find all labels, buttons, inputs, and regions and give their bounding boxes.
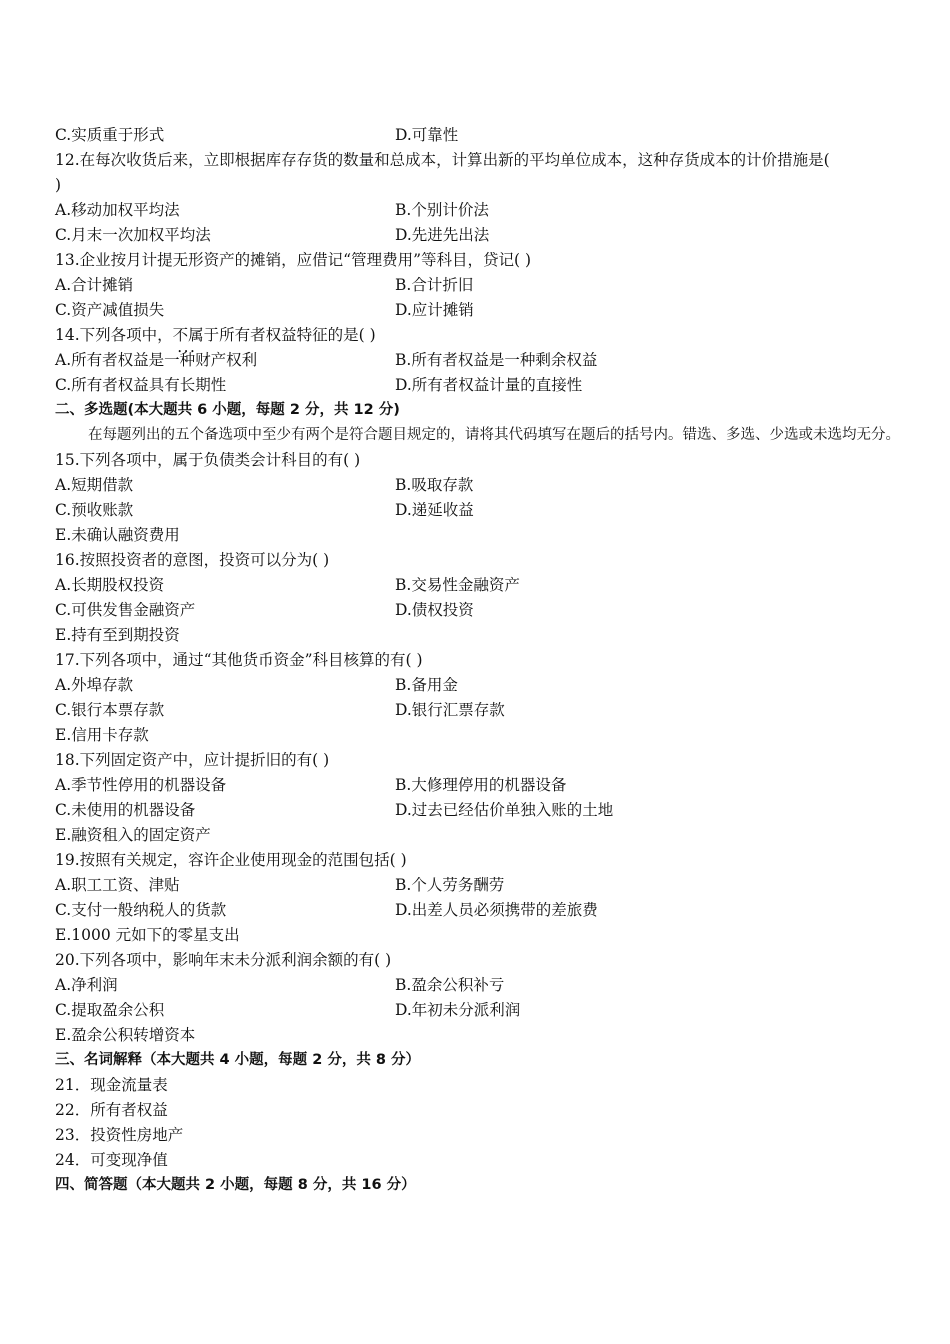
q18-options-ab: [55, 773, 900, 798]
q18-option-b: B.大修理停用的机器设备: [395, 776, 567, 794]
q13-stem: 13.企业按月计提无形资产的摊销，应借记“管理费用”等科目，贷记( ): [55, 251, 532, 269]
q19-stem: 19.按照有关规定，容许企业使用现金的范围包括( ): [55, 851, 407, 869]
q17-option-b: B.备用金: [395, 676, 458, 694]
section2-title: 二、多选题(本大题共 6 小题，每题 2 分，共 12 分): [55, 402, 400, 418]
q14-option-c: C.所有者权益具有长期性: [55, 376, 227, 394]
q17-stem: 17.下列各项中，通过“其他货币资金”科目核算的有( ): [55, 651, 423, 669]
q20-option-b: B.盈余公积补亏: [395, 976, 505, 994]
q12-stem-end: ): [55, 176, 62, 194]
q13-options-cd: [55, 298, 900, 323]
term-item: 21．现金流量表: [55, 1076, 168, 1094]
q16-options-ab: [55, 573, 900, 598]
q18-stem: 18.下列固定资产中，应计提折旧的有( ): [55, 751, 330, 769]
q13-option-a: A.合计摊销: [55, 276, 134, 294]
q17-option-a: A.外埠存款: [55, 676, 134, 694]
q15-options-cd: [55, 498, 900, 523]
q11-option-d: D.可靠性: [395, 126, 459, 144]
term-item: 23．投资性房地产: [55, 1126, 184, 1144]
q19-options-ab: [55, 873, 900, 898]
q12-options-cd: [55, 223, 900, 248]
q14-stem-emphasis: 不属于 • • •: [173, 326, 220, 344]
q17-option-c: C.银行本票存款: [55, 701, 165, 719]
q15-option-d: D.递延收益: [395, 501, 474, 519]
q12-option-a: A.移动加权平均法: [55, 201, 180, 219]
q19-option-c: C.支付一般纳税人的货款: [55, 901, 227, 919]
q13-option-c: C.资产减值损失: [55, 301, 165, 319]
q16-option-b: B.交易性金融资产: [395, 576, 520, 594]
q16-option-e: E.持有至到期投资: [55, 626, 180, 644]
q12-option-b: B.个别计价法: [395, 201, 489, 219]
q20-options-cd: [55, 998, 900, 1023]
q18-option-d: D.过去已经估价单独入账的土地: [395, 801, 614, 819]
q14-stem-post: 所有者权益特征的是( ): [219, 326, 376, 344]
q18-option-c: C.未使用的机器设备: [55, 801, 196, 819]
section2-instruction: 在每题列出的五个备选项中至少有两个是符合题目规定的，请将其代码填写在题后的括号内。错选、多选、少选或未选均无分。: [88, 427, 900, 443]
q11-option-c: C.实质重于形式: [55, 126, 165, 144]
q19-option-b: B.个人劳务酬劳: [395, 876, 505, 894]
q19-option-e: E.1000 元如下的零星支出: [55, 926, 240, 944]
q13-option-d: D.应计摊销: [395, 301, 474, 319]
q20-stem: 20.下列各项中，影响年末未分派利润余额的有( ): [55, 951, 392, 969]
q16-option-c: C.可供发售金融资产: [55, 601, 196, 619]
q15-option-a: A.短期借款: [55, 476, 134, 494]
q18-options-cd: [55, 798, 900, 823]
q15-option-c: C.预收账款: [55, 501, 134, 519]
term-item: 24．可变现净值: [55, 1151, 168, 1169]
q11-options-cd: [55, 123, 900, 148]
q14-option-d: D.所有者权益计量的直接性: [395, 376, 583, 394]
q13-options-ab: [55, 273, 900, 298]
q17-options-cd: [55, 698, 900, 723]
q13-option-b: B.合计折旧: [395, 276, 474, 294]
section3-title: 三、名词解释（本大题共 4 小题，每题 2 分，共 8 分）: [55, 1052, 421, 1068]
term-item: 22．所有者权益: [55, 1101, 168, 1119]
q20-options-ab: [55, 973, 900, 998]
q12-option-c: C.月末一次加权平均法: [55, 226, 211, 244]
q16-option-d: D.债权投资: [395, 601, 474, 619]
q16-option-a: A.长期股权投资: [55, 576, 165, 594]
q14-options-ab: [55, 348, 900, 373]
q15-option-e: E.未确认融资费用: [55, 526, 180, 544]
q19-option-a: A.职工工资、津贴: [55, 876, 180, 894]
q19-option-d: D.出差人员必须携带的差旅费: [395, 901, 598, 919]
q14-option-a: A.所有者权益是一种财产权利: [55, 351, 258, 369]
q17-option-e: E.信用卡存款: [55, 726, 149, 744]
exam-content: [55, 123, 900, 1198]
q12-options-ab: [55, 198, 900, 223]
q18-option-a: A.季节性停用的机器设备: [55, 776, 227, 794]
section4-title: 四、简答题（本大题共 2 小题，每题 8 分，共 16 分）: [55, 1177, 416, 1193]
q19-options-cd: [55, 898, 900, 923]
q18-option-e: E.融资租入的固定资产: [55, 826, 211, 844]
q15-option-b: B.吸取存款: [395, 476, 474, 494]
q14-options-cd: [55, 373, 900, 398]
q20-option-d: D.年初未分派利润: [395, 1001, 521, 1019]
q14-option-b: B.所有者权益是一种剩余权益: [395, 351, 598, 369]
q16-options-cd: [55, 598, 900, 623]
q20-option-e: E.盈余公积转增资本: [55, 1026, 196, 1044]
q14-stem-pre: 14.下列各项中，: [55, 326, 173, 344]
q16-stem: 16.按照投资者的意图，投资可以分为( ): [55, 551, 330, 569]
q14-stem: [55, 323, 900, 348]
q20-option-a: A.净利润: [55, 976, 118, 994]
q12-option-d: D.先进先出法: [395, 226, 490, 244]
q17-option-d: D.银行汇票存款: [395, 701, 505, 719]
q12-stem: 12.在每次收货后来，立即根据库存存货的数量和总成本，计算出新的平均单位成本，这种存货成本的计价措施是(: [55, 151, 830, 169]
q17-options-ab: [55, 673, 900, 698]
q15-options-ab: [55, 473, 900, 498]
q15-stem: 15.下列各项中，属于负债类会计科目的有( ): [55, 451, 361, 469]
q20-option-c: C.提取盈余公积: [55, 1001, 165, 1019]
